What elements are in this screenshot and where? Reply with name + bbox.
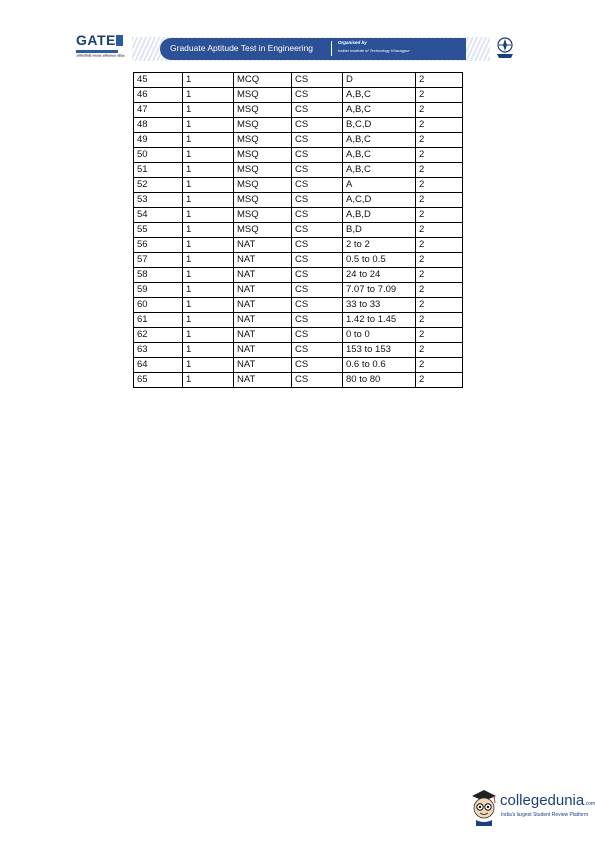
table-cell: 2: [416, 133, 463, 148]
header-band: [132, 37, 490, 61]
collegedunia-tld: .com: [584, 801, 595, 807]
table-cell: A,B,D: [343, 208, 416, 223]
table-cell: CS: [292, 298, 343, 313]
table-cell: 1: [183, 73, 234, 88]
table-cell: CS: [292, 313, 343, 328]
table-cell: 52: [134, 178, 183, 193]
table-row: [134, 328, 463, 343]
table-cell: MSQ: [234, 193, 292, 208]
table-cell: 1: [183, 328, 234, 343]
table-cell: NAT: [234, 373, 292, 388]
table-cell: NAT: [234, 298, 292, 313]
table-cell: D: [343, 73, 416, 88]
table-cell: NAT: [234, 328, 292, 343]
table-row: [134, 133, 463, 148]
table-row: [134, 298, 463, 313]
table-cell: CS: [292, 373, 343, 388]
table-cell: 2: [416, 328, 463, 343]
table-cell: 55: [134, 223, 183, 238]
gate-logo-text: GATE: [76, 32, 116, 48]
page-header: [76, 33, 521, 63]
table-cell: 2: [416, 88, 463, 103]
table-cell: 1: [183, 283, 234, 298]
table-cell: 2: [416, 298, 463, 313]
table-cell: 7.07 to 7.09: [343, 283, 416, 298]
organised-by-label: Organised by: [338, 40, 367, 45]
table-cell: 1: [183, 238, 234, 253]
table-cell: CS: [292, 358, 343, 373]
header-title: Graduate Aptitude Test in Engineering: [170, 43, 314, 53]
table-row: [134, 193, 463, 208]
table-cell: 54: [134, 208, 183, 223]
table-cell: 1: [183, 118, 234, 133]
table-cell: CS: [292, 283, 343, 298]
table-cell: 1: [183, 148, 234, 163]
table-cell: 2: [416, 373, 463, 388]
table-cell: 2: [416, 118, 463, 133]
table-cell: CS: [292, 268, 343, 283]
collegedunia-logo: [468, 786, 595, 828]
table-row: [134, 283, 463, 298]
table-cell: 1: [183, 268, 234, 283]
table-cell: 2: [416, 238, 463, 253]
table-cell: 1: [183, 253, 234, 268]
answer-key-body: [134, 73, 463, 388]
table-cell: 2: [416, 358, 463, 373]
table-row: [134, 88, 463, 103]
table-row: [134, 178, 463, 193]
table-cell: 46: [134, 88, 183, 103]
table-cell: 1: [183, 178, 234, 193]
table-row: [134, 358, 463, 373]
table-row: [134, 208, 463, 223]
table-cell: A,C,D: [343, 193, 416, 208]
table-cell: NAT: [234, 313, 292, 328]
table-cell: CS: [292, 208, 343, 223]
table-cell: MSQ: [234, 148, 292, 163]
institute-name: Indian Institute of Technology Kharagpur: [338, 48, 410, 53]
table-cell: 2: [416, 313, 463, 328]
table-cell: CS: [292, 253, 343, 268]
table-cell: NAT: [234, 358, 292, 373]
table-row: [134, 163, 463, 178]
table-cell: NAT: [234, 268, 292, 283]
table-cell: CS: [292, 343, 343, 358]
table-cell: CS: [292, 238, 343, 253]
table-cell: 2: [416, 208, 463, 223]
table-cell: 65: [134, 373, 183, 388]
table-cell: MSQ: [234, 103, 292, 118]
table-cell: MSQ: [234, 88, 292, 103]
answer-key-table: [133, 72, 463, 388]
table-row: [134, 73, 463, 88]
table-cell: 58: [134, 268, 183, 283]
iit-kharagpur-emblem-icon: [494, 36, 516, 60]
table-cell: 1: [183, 313, 234, 328]
table-cell: MSQ: [234, 118, 292, 133]
table-cell: NAT: [234, 283, 292, 298]
table-row: [134, 223, 463, 238]
table-cell: 1: [183, 193, 234, 208]
table-cell: 50: [134, 148, 183, 163]
table-cell: 1: [183, 163, 234, 178]
table-cell: 0.5 to 0.5: [343, 253, 416, 268]
table-cell: 45: [134, 73, 183, 88]
table-cell: A,B,C: [343, 133, 416, 148]
table-cell: 47: [134, 103, 183, 118]
table-row: [134, 373, 463, 388]
table-row: [134, 148, 463, 163]
table-cell: MSQ: [234, 208, 292, 223]
table-cell: 2: [416, 343, 463, 358]
table-row: [134, 313, 463, 328]
table-cell: 33 to 33: [343, 298, 416, 313]
table-cell: NAT: [234, 238, 292, 253]
table-cell: 2: [416, 253, 463, 268]
table-cell: 2: [416, 73, 463, 88]
table-cell: 1.42 to 1.45: [343, 313, 416, 328]
table-cell: 2: [416, 148, 463, 163]
table-cell: CS: [292, 118, 343, 133]
table-cell: B,C,D: [343, 118, 416, 133]
table-cell: 1: [183, 298, 234, 313]
table-row: [134, 238, 463, 253]
collegedunia-tagline: India's largest Student Review Platform: [501, 812, 589, 818]
collegedunia-wordmark: [500, 792, 595, 809]
table-cell: 0 to 0: [343, 328, 416, 343]
collegedunia-mascot-icon: [468, 786, 500, 826]
table-cell: 153 to 153: [343, 343, 416, 358]
table-cell: 1: [183, 88, 234, 103]
table-cell: 51: [134, 163, 183, 178]
table-cell: 1: [183, 208, 234, 223]
table-cell: A,B,C: [343, 163, 416, 178]
table-cell: 2: [416, 283, 463, 298]
table-cell: NAT: [234, 253, 292, 268]
table-cell: CS: [292, 163, 343, 178]
table-cell: CS: [292, 133, 343, 148]
table-cell: A,B,C: [343, 103, 416, 118]
table-cell: 1: [183, 103, 234, 118]
table-cell: A,B,C: [343, 88, 416, 103]
table-cell: 0.6 to 0.6: [343, 358, 416, 373]
table-cell: CS: [292, 328, 343, 343]
table-cell: 1: [183, 133, 234, 148]
table-cell: MSQ: [234, 163, 292, 178]
table-cell: 56: [134, 238, 183, 253]
table-cell: 2 to 2: [343, 238, 416, 253]
table-cell: NAT: [234, 343, 292, 358]
table-cell: 24 to 24: [343, 268, 416, 283]
table-cell: 62: [134, 328, 183, 343]
table-cell: MSQ: [234, 223, 292, 238]
table-cell: 2: [416, 178, 463, 193]
table-cell: MSQ: [234, 178, 292, 193]
table-row: [134, 253, 463, 268]
table-cell: CS: [292, 178, 343, 193]
table-cell: 2: [416, 223, 463, 238]
table-cell: 57: [134, 253, 183, 268]
collegedunia-brand: collegedunia: [500, 792, 585, 809]
table-cell: 63: [134, 343, 183, 358]
table-cell: 64: [134, 358, 183, 373]
table-cell: CS: [292, 73, 343, 88]
gate-logo-bar: [76, 50, 118, 53]
table-cell: 59: [134, 283, 183, 298]
table-row: [134, 118, 463, 133]
table-cell: 2: [416, 103, 463, 118]
table-cell: 53: [134, 193, 183, 208]
table-cell: CS: [292, 193, 343, 208]
gate-logo-badge: [116, 35, 123, 46]
table-row: [134, 103, 463, 118]
table-cell: 48: [134, 118, 183, 133]
table-cell: 61: [134, 313, 183, 328]
table-cell: MCQ: [234, 73, 292, 88]
table-cell: CS: [292, 148, 343, 163]
table-cell: CS: [292, 88, 343, 103]
table-cell: 2: [416, 193, 463, 208]
table-cell: 1: [183, 358, 234, 373]
table-cell: 2: [416, 268, 463, 283]
table-cell: 2: [416, 163, 463, 178]
table-cell: 1: [183, 223, 234, 238]
table-cell: MSQ: [234, 133, 292, 148]
table-cell: A: [343, 178, 416, 193]
table-cell: 60: [134, 298, 183, 313]
table-cell: 1: [183, 343, 234, 358]
header-divider: [331, 41, 332, 56]
table-cell: A,B,C: [343, 148, 416, 163]
table-cell: B,D: [343, 223, 416, 238]
gate-logo: [76, 33, 124, 63]
table-cell: 49: [134, 133, 183, 148]
table-row: [134, 268, 463, 283]
table-cell: 80 to 80: [343, 373, 416, 388]
table-row: [134, 343, 463, 358]
table-cell: CS: [292, 223, 343, 238]
table-cell: 1: [183, 373, 234, 388]
gate-logo-tagline: अभियांत्रिकी स्नातक अभिक्षमता परीक्षा: [76, 54, 125, 58]
table-cell: CS: [292, 103, 343, 118]
